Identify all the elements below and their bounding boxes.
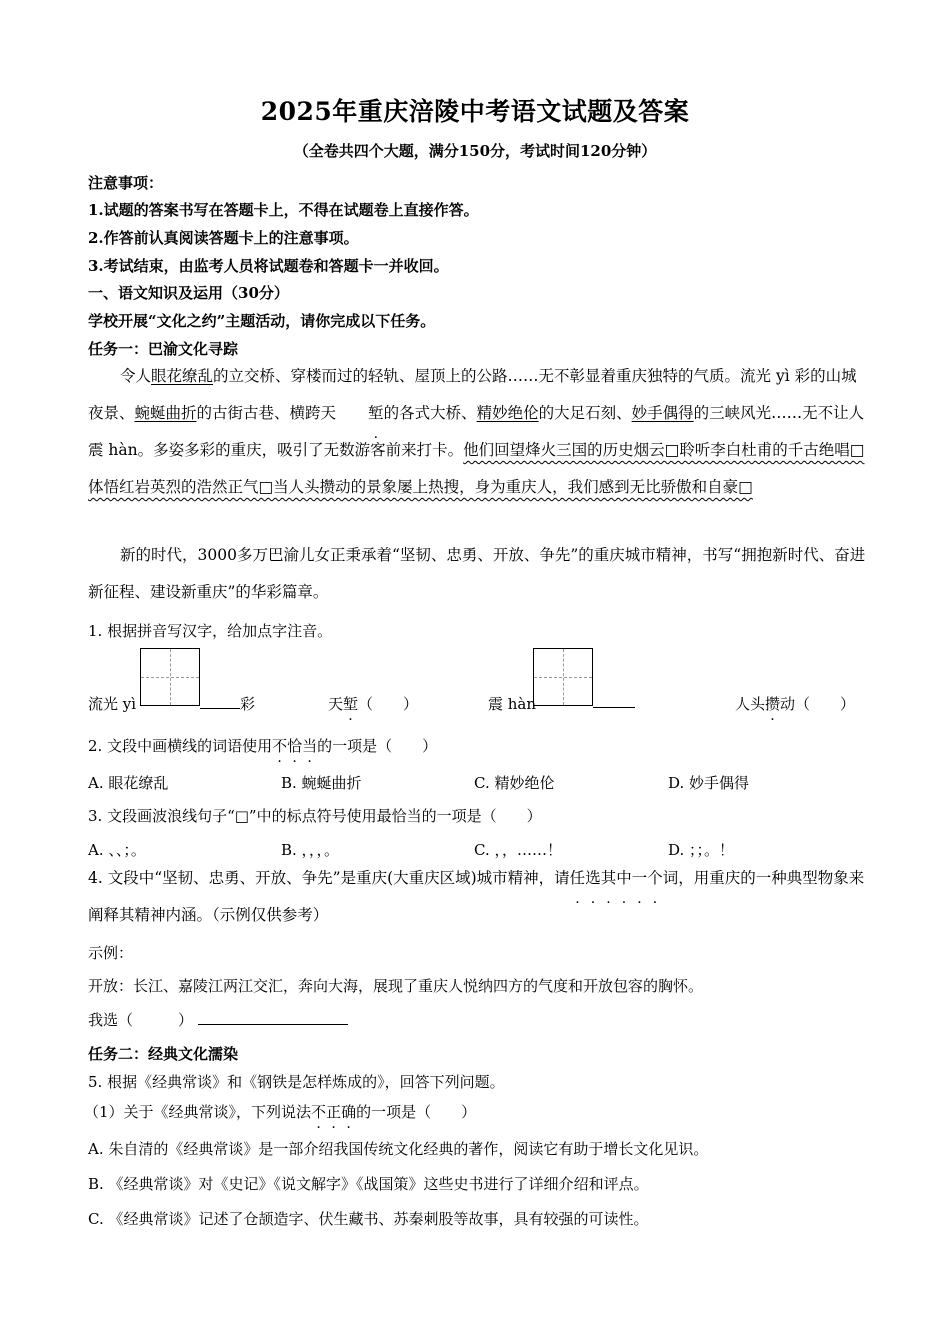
q1-blank-c[interactable] (593, 693, 635, 712)
q3-option-b[interactable]: B. ，，，。 (281, 841, 340, 859)
question-3: 3. 文段画波浪线句子“□”中的标点符号使用最恰当的一项是（ ） (88, 807, 542, 825)
page-title: 2025年重庆涪陵中考语文试题及答案 (260, 97, 690, 126)
q1-item-a: 流光 yì (88, 695, 137, 713)
passage-paragraph-2: 新的时代，3000多万巴渝儿女正秉承着“坚韧、忠勇、开放、争先”的重庆城市精神，书写“拥抱新时代、奋进新征程、建设新重庆”的华彩篇章。 (88, 546, 866, 601)
answer-grid-a[interactable] (140, 648, 200, 706)
page-subtitle: （全卷共四个大题，满分150分，考试时间120分钟） (293, 142, 657, 160)
wavy-sentence: 他们回望烽火三国的历史烟云□聆听李白杜甫的千古绝唱□体悟红岩英烈的浩然正气□当人头攒动的景象屡上热搜，身为重庆人，我们感到无比骄傲和自豪□ (88, 441, 865, 496)
q3-option-a[interactable]: A. 、、；。 (88, 841, 146, 859)
underlined-word-3: 精妙绝伦 (476, 404, 539, 422)
q2-option-a[interactable]: A. 眼花缭乱 (88, 774, 169, 792)
passage-paragraph-1: 令人眼花缭乱的立交桥、穿楼而过的轻轨、屋顶上的公路……无不彰显着重庆独特的气质。流光 yì 彩的山城夜景、蜿蜒曲折的古街古巷、横跨天 堑的各式大桥、精妙绝伦的大足石刻、妙手偶得的三峡风光……无不让人震 hàn。多姿多彩的重庆，吸引了无数游客前来打卡。他们回望烽火三国的历史烟云□聆听李白杜甫的千古绝唱□体悟红岩英烈的浩然正气□当人头攒动的景象屡上热搜，身为重庆人，我们感到无比骄傲和自豪□ (88, 367, 865, 496)
dotted-char: 堑 (368, 404, 384, 422)
note-2: 2.作答前认真阅读答题卡上的注意事项。 (88, 229, 359, 247)
task-1-heading: 任务一：巴渝文化寻踪 (88, 340, 239, 358)
answer-grid-c[interactable] (533, 648, 593, 706)
underlined-word-1: 眼花缭乱 (151, 367, 214, 385)
q1-item-c: 震 hàn (488, 695, 537, 713)
note-3: 3.考试结束，由监考人员将试题卷和答题卡一并收回。 (88, 257, 449, 275)
example-text: 开放：长江、嘉陵江两江交汇，奔向大海，展现了重庆人悦纳四方的气度和开放包容的胸怀。 (88, 977, 704, 995)
q2-option-d[interactable]: D. 妙手偶得 (668, 774, 750, 792)
q3-option-d[interactable]: D. ；；。！ (668, 841, 735, 859)
q3-option-c[interactable]: C. ，，……！ (474, 841, 562, 859)
question-4: 4. 文段中“坚韧、忠勇、开放、争先”是重庆(大重庆区域)城市精神，请任选其中一个词，用重庆的一种典型物象来阐释其精神内涵。（示例仅供参考） (88, 869, 865, 924)
q2-option-b[interactable]: B. 蜿蜒曲折 (281, 774, 362, 792)
q1-item-d: 人头攒动（ ） (735, 695, 856, 713)
q2-option-c[interactable]: C. 精妙绝伦 (474, 774, 555, 792)
q5-option-b[interactable]: B. 《经典常谈》对《史记》《说文解字》《战国策》这些史书进行了详细介绍和评点。 (88, 1175, 649, 1193)
question-5-1: （1）关于《经典常谈》，下列说法不正确的一项是（ ） (84, 1103, 477, 1121)
question-2: 2. 文段中画横线的词语使用不恰当的一项是（ ） (88, 737, 438, 755)
q1-item-b: 天堑（ ） (328, 695, 419, 713)
note-1: 1.试题的答案书写在答题卡上，不得在试题卷上直接作答。 (88, 201, 479, 219)
underlined-word-2: 蜿蜒曲折 (134, 404, 197, 422)
task-2-heading: 任务二：经典文化濡染 (88, 1045, 239, 1063)
example-heading: 示例： (88, 944, 134, 962)
my-choice-line[interactable]: 我选（ ） (88, 1009, 348, 1030)
question-5: 5. 根据《经典常谈》和《钢铁是怎样炼成的》，回答下列问题。 (88, 1073, 505, 1091)
question-1: 1. 根据拼音写汉字，给加点字注音。 (88, 622, 333, 640)
notes-heading: 注意事项： (88, 174, 164, 192)
q5-option-a[interactable]: A. 朱自清的《经典常谈》是一部介绍我国传统文化经典的著作，阅读它有助于增长文化见识。 (88, 1140, 709, 1158)
underlined-word-4: 妙手偶得 (631, 404, 694, 422)
section-heading: 一、语文知识及运用（30分） (88, 284, 289, 302)
q1-blank-a[interactable]: 彩 (200, 693, 255, 714)
activity-intro: 学校开展“文化之约”主题活动，请你完成以下任务。 (88, 312, 436, 330)
q5-option-c[interactable]: C. 《经典常谈》记述了仓颉造字、伏生藏书、苏秦刺股等故事，具有较强的可读性。 (88, 1210, 649, 1228)
